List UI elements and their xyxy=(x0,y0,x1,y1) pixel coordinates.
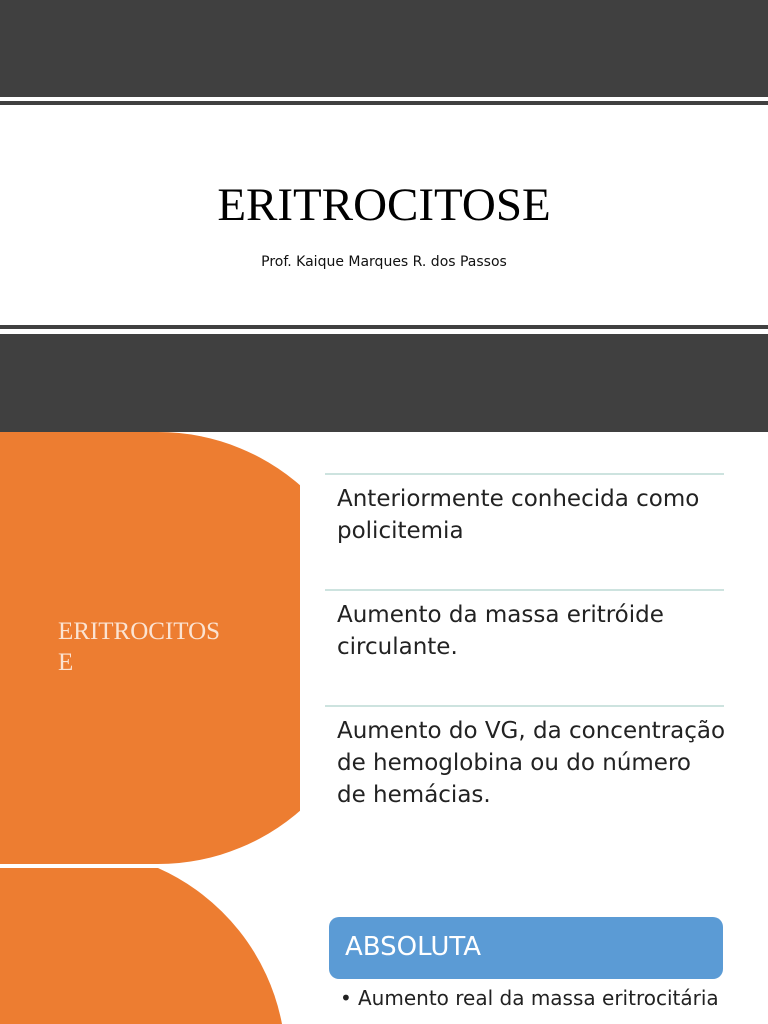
separator-2 xyxy=(325,589,724,591)
top-divider xyxy=(0,101,768,105)
slide-title: ERITROCITOSE xyxy=(217,179,551,231)
side-title: ERITROCITOSE xyxy=(58,618,221,676)
bottom-dark-band xyxy=(0,334,768,432)
bullet-text: Aumento real da massa eritrocitária xyxy=(358,986,719,1010)
list-item: Aumento do VG, da concentração de hemoglobina ou do número de hemácias. xyxy=(337,718,726,808)
orange-shapes xyxy=(0,432,300,1024)
tag-label: ABSOLUTA xyxy=(345,932,482,962)
title-slide xyxy=(0,0,768,432)
bullet-item xyxy=(340,984,738,1012)
top-dark-band xyxy=(0,0,768,97)
separator-3 xyxy=(325,705,724,707)
bottom-divider xyxy=(0,325,768,329)
absolute-tag xyxy=(329,917,723,979)
list-item: Anteriormente conhecida como policitemia xyxy=(337,486,700,544)
bullet-dot-icon: • xyxy=(340,986,352,1010)
orange-half-circle-bottom xyxy=(0,868,282,1024)
list-item: Aumento da massa eritróide circulante. xyxy=(337,602,664,660)
separator-1 xyxy=(325,473,724,475)
content-slide xyxy=(0,432,768,1024)
slide-subtitle: Prof. Kaique Marques R. dos Passos xyxy=(261,254,507,270)
